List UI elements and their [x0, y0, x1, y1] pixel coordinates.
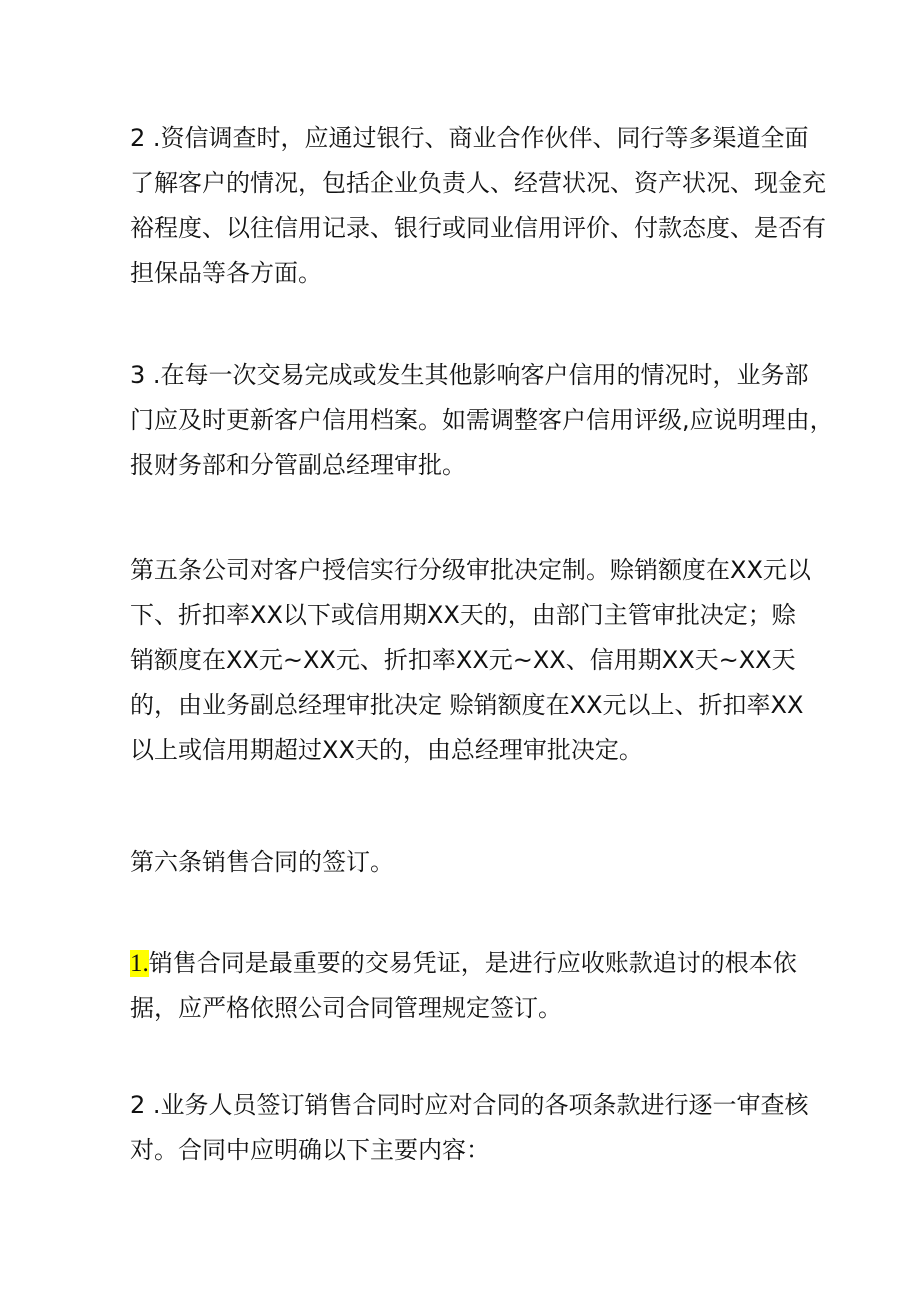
text-line: 3 .在每一次交易完成或发生其他影响客户信用的情况时，业务部 — [130, 361, 809, 389]
paragraph-credit-file-update — [130, 353, 834, 488]
paragraph-article-five — [130, 548, 811, 773]
paragraph-contract-review — [130, 1083, 809, 1173]
text-line-first — [130, 941, 800, 986]
text-line-rest: 销售合同是最重要的交易凭证，是进行应收账款追讨的根本依 — [148, 949, 797, 977]
text-line: 第五条公司对客户授信实行分级审批决定制。赊销额度在XX元以 — [130, 556, 811, 584]
text-line: 据，应严格依照公司合同管理规定签订。 — [130, 994, 562, 1022]
text-line: 下、折扣率XX以下或信用期XX天的，由部门主管审批决定；赊 — [130, 601, 796, 629]
text-line: 裕程度、以往信用记录、银行或同业信用评价、付款态度、是否有 — [130, 214, 826, 242]
text-line: 门应及时更新客户信用档案。如需调整客户信用评级,应说明理由， — [130, 406, 834, 434]
text-line: 2 .业务人员签订销售合同时应对合同的各项条款进行逐一审查核 — [130, 1091, 809, 1119]
paragraph-article-six-heading — [130, 840, 800, 885]
paragraph-sales-contract — [130, 941, 800, 1031]
text-line: 担保品等各方面。 — [130, 259, 322, 287]
text-line: 第六条销售合同的签订。 — [130, 848, 394, 876]
text-line: 的，由业务副总经理审批决定 赊销额度在XX元以上、折扣率XX — [130, 691, 804, 719]
text-line: 了解客户的情况，包括企业负责人、经营状况、资产状况、现金充 — [130, 169, 826, 197]
text-line: 2 .资信调查时，应通过银行、商业合作伙伴、同行等多渠道全面 — [130, 124, 809, 152]
highlighted-number: 1. — [130, 950, 149, 977]
text-line: 以上或信用期超过XX天的，由总经理审批决定。 — [130, 736, 643, 764]
text-line: 销额度在XX元~XX元、折扣率XX元~XX、信用期XX天~XX天 — [130, 646, 796, 674]
paragraph-credit-investigation — [130, 116, 826, 296]
text-line: 报财务部和分管副总经理审批。 — [130, 451, 466, 479]
text-line: 对。合同中应明确以下主要内容： — [130, 1136, 490, 1164]
